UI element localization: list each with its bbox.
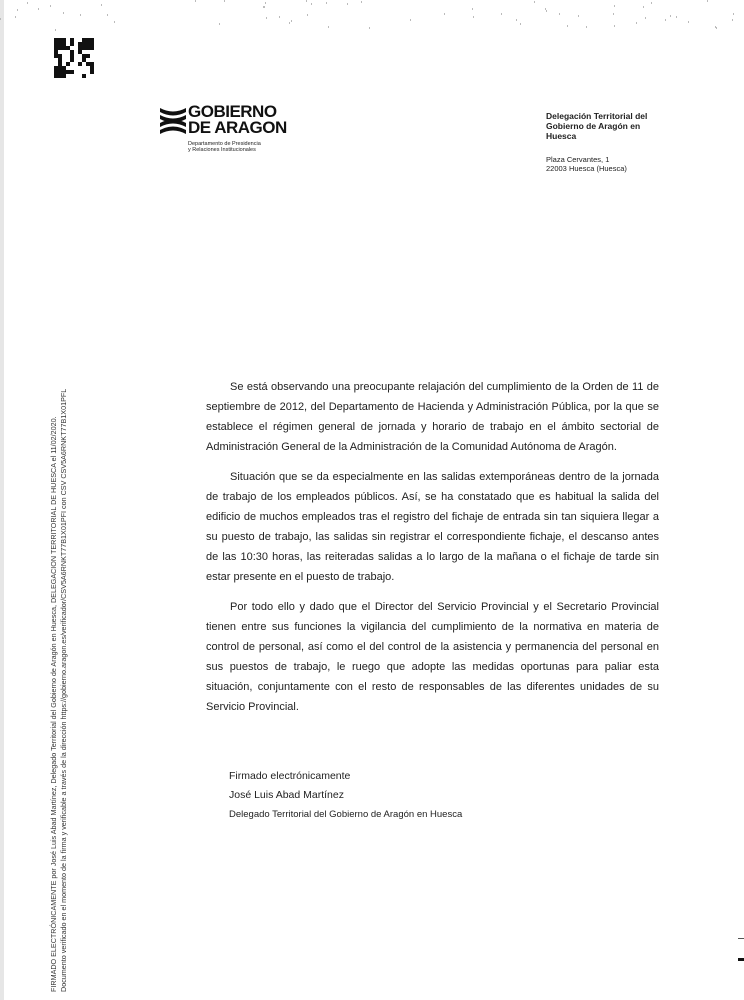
paragraph-3-text: Por todo ello y dado que el Director del Servicio Provincial y el Secretario Provincial tienen entre sus funciones la vigilancia del cumplimiento de la normativa en materia de control de personal, así como el del control de la asistencia y permanencia del personal en sus puestos de trabajo, le ruego que adopte las medidas oportunas para paliar esta situación, conjuntamente con el resto de responsables de las diferentes unidades de su Servicio Provincial. (206, 601, 659, 713)
logo-emblem-icon (160, 106, 186, 136)
margin-stamp-line2: Documento verificado en el momento de la firma y verificable a través de la dirección https://gobierno.aragon.es/verificador/CSV5A6RNKT77B1X01PFI con CSV CSV5A6RNKT77B1X01PFL (58, 388, 68, 992)
signature-block (229, 767, 462, 824)
sender-address (546, 155, 666, 173)
logo-sub2: y Relaciones Institucionales (188, 147, 256, 153)
sender-address-line1: Plaza Cervantes, 1 (546, 155, 610, 164)
sender-address-line2: 22003 Huesca (Huesca) (546, 164, 627, 173)
scan-edge-mark (738, 938, 744, 939)
paragraph-2 (206, 467, 659, 587)
paragraph-3 (206, 597, 659, 717)
logo-sub1: Departamento de Presidencia (188, 141, 261, 147)
scan-edge-mark (738, 958, 744, 961)
sender-block (546, 111, 666, 173)
signer-name: José Luis Abad Martínez (229, 789, 344, 801)
letter-body (206, 377, 659, 727)
margin-signature-stamp (49, 292, 68, 992)
logo-line2: DE ARAGON (188, 118, 287, 137)
logo-title (188, 104, 287, 136)
logo-department (188, 141, 261, 153)
logo-line1: GOBIERNO (188, 102, 277, 121)
paragraph-1 (206, 377, 659, 457)
sender-name: Delegación Territorial del Gobierno de Aragón en Huesca (546, 111, 648, 141)
paragraph-1-text: Se está observando una preocupante relajación del cumplimiento de la Orden de 11 de septiembre de 2012, del Departamento de Hacienda y Administración Pública, por la que se establece el régimen general de jornada y horario de trabajo en el ámbito sectorial de Administración General de la Administración de la Comunidad Autónoma de Aragón. (206, 381, 659, 453)
page-edge (0, 0, 4, 1000)
paragraph-2-text: Situación que se da especialmente en las salidas extemporáneas dentro de la jornada de trabajo de los empleados públicos. Así, se ha constatado que es habitual la salida del edificio de muchos empleados tras el registro del fichaje de entrada sin tan siquiera llegar a su puesto de trabajo, las salidas sin registrar el correspondiente fichaje, el descanso antes de las 10:30 horas, las reiteradas salidas a lo largo de la mañana o el fichaje de tarde sin estar presente en el puesto de trabajo. (206, 471, 659, 583)
signer-role: Delegado Territorial del Gobierno de Aragón en Huesca (229, 809, 463, 820)
qr-code (54, 38, 94, 78)
signature-line: Firmado electrónicamente (229, 770, 351, 782)
margin-stamp-line1: FIRMADO ELECTRÓNICAMENTE por José Luis Abad Martínez, Delegado Territorial del Gobierno de Aragón en Huesca, DELEGACION TERRITORIAL DE HUESCA el 11/02/2020. (49, 416, 58, 992)
